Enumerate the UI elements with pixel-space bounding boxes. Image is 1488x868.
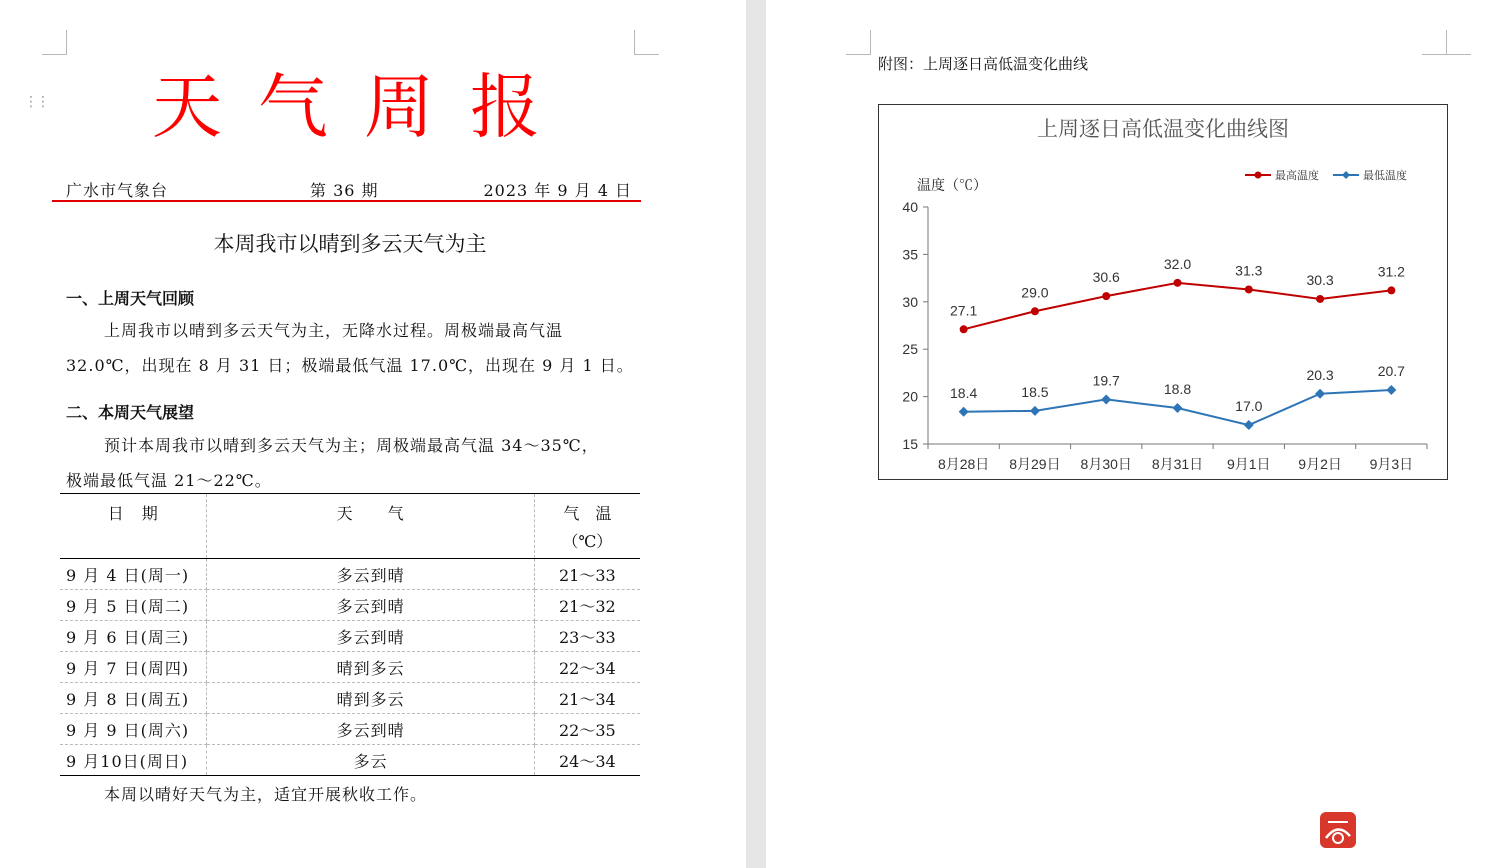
legend-marker [1255,172,1262,179]
header-divider [52,200,641,202]
data-label: 30.6 [1092,269,1120,286]
issue-number: 第 36 期 [310,181,379,200]
temp-cell: 22～34 [534,652,640,683]
crop-mark [1422,30,1447,55]
date-cell: 9 月 9 日(周六) [60,714,207,745]
temp-column-header [534,494,640,559]
x-tick-label: 8月29日 [1009,456,1061,472]
weather-cell: 多云到晴 [207,590,534,621]
crop-mark [1446,30,1471,55]
x-tick-label: 8月30日 [1080,456,1132,472]
date-column-header: 日 期 [60,494,207,559]
data-label: 18.5 [1021,383,1049,400]
x-tick-label: 8月31日 [1151,456,1204,472]
review-line-1: 上周我市以晴到多云天气为主，无降水过程。周极端最高气温 [104,321,564,340]
data-point [1174,279,1182,287]
legend-marker [1342,171,1350,179]
figure-caption: 附图：上周逐日高低温变化曲线 [878,55,1089,73]
chart-title: 上周逐日高低温变化曲线图 [1037,118,1289,141]
y-axis-label: 温度（℃） [917,177,987,193]
report-headline: 本周我市以晴到多云天气为主 [213,232,487,256]
data-point [1173,403,1183,413]
closing-line: 本周以晴好天气为主，适宜开展秋收工作。 [104,785,428,804]
y-tick-label: 40 [902,199,918,215]
table-header-row [60,494,640,559]
review-line-2: 32.0℃，出现在 8 月 31 日；极端最低气温 17.0℃，出现在 9 月 1 日。 [66,356,634,375]
table-row [60,559,640,590]
y-tick-label: 35 [902,246,918,263]
table-row [60,683,640,714]
table-row [60,621,640,652]
chart-canvas [879,105,1447,479]
closing-paragraph [66,777,636,812]
date-cell: 9 月10日(周日) [60,745,207,776]
data-point [960,325,968,333]
data-point [1101,394,1111,404]
table-row [60,745,640,776]
data-label: 17.0 [1235,398,1263,415]
date-cell: 9 月 4 日(周一) [60,559,207,590]
review-section-title: 一、上周天气回顾 [66,289,195,308]
temp-cell: 21～32 [534,590,640,621]
date-cell: 9 月 6 日(周三) [60,621,207,652]
temp-cell: 23～33 [534,621,640,652]
data-label: 31.2 [1377,263,1405,280]
data-point [1244,420,1254,430]
data-point [959,407,969,417]
data-point [1387,286,1395,294]
date-cell: 9 月 5 日(周二) [60,590,207,621]
temp-cell: 21～33 [534,559,640,590]
weather-cell: 多云到晴 [207,621,534,652]
drag-handle-icon[interactable]: ⋮⋮ [24,94,48,110]
x-tick-label: 8月28日 [937,456,990,472]
issuing-org: 广水市气象台 [66,181,169,200]
app-logo-icon [1320,812,1356,848]
temp-cell: 22～35 [534,714,640,745]
date-cell: 9 月 7 日(周四) [60,652,207,683]
legend-label: 最低温度 [1363,170,1407,182]
temp-cell: 24～34 [534,745,640,776]
data-point [1031,307,1039,315]
data-label: 20.7 [1377,362,1405,379]
data-label: 27.1 [950,302,978,319]
page-gutter [746,0,766,868]
data-label: 31.3 [1235,262,1263,279]
data-label: 20.3 [1306,366,1334,383]
data-label: 18.8 [1163,380,1192,397]
y-tick-label: 25 [902,341,918,358]
weather-cell: 多云 [207,745,534,776]
data-label: 32.0 [1163,255,1192,272]
weather-cell: 晴到多云 [207,652,534,683]
issue-date: 2023 年 9 月 4 日 [483,181,632,200]
crop-mark [42,30,67,55]
weather-cell: 多云到晴 [207,714,534,745]
table-row [60,714,640,745]
review-paragraph [66,313,636,383]
x-tick-label: 9月3日 [1369,456,1414,472]
data-point [1315,389,1325,399]
issue-line [66,178,632,202]
date-cell: 9 月 8 日(周五) [60,683,207,714]
weather-cell: 多云到晴 [207,559,534,590]
temp-header-unit: （℃） [562,532,613,551]
data-point [1316,295,1324,303]
data-point [1245,285,1253,293]
x-tick-label: 9月1日 [1226,456,1271,472]
legend-label: 最高温度 [1275,170,1319,182]
table-row [60,652,640,683]
outlook-section-title: 二、本周天气展望 [66,403,195,422]
data-label: 19.7 [1092,372,1120,389]
masthead-title: 天气周报 [152,66,576,148]
y-tick-label: 15 [902,436,918,452]
temp-cell: 21～34 [534,683,640,714]
temperature-chart[interactable] [878,104,1448,480]
y-tick-label: 20 [902,388,918,405]
data-label: 30.3 [1306,271,1334,288]
outlook-line-1: 预计本周我市以晴到多云天气为主；周极端最高气温 34～35℃， [104,436,599,455]
table-row [60,590,640,621]
y-tick-label: 30 [902,293,918,310]
outlook-line-2: 极端最低气温 21～22℃。 [66,471,272,490]
weather-cell: 晴到多云 [207,683,534,714]
crop-mark [634,30,659,55]
data-label: 29.0 [1021,284,1049,301]
x-tick-label: 9月2日 [1298,456,1342,472]
outlook-paragraph [66,428,636,498]
data-point [1386,385,1396,395]
forecast-table [60,493,640,776]
data-label: 18.4 [950,384,978,401]
crop-mark [846,30,871,55]
data-point [1102,292,1110,300]
data-point [1030,406,1040,416]
weather-column-header: 天 气 [207,494,534,559]
temp-header-label: 气 温 [563,504,612,523]
